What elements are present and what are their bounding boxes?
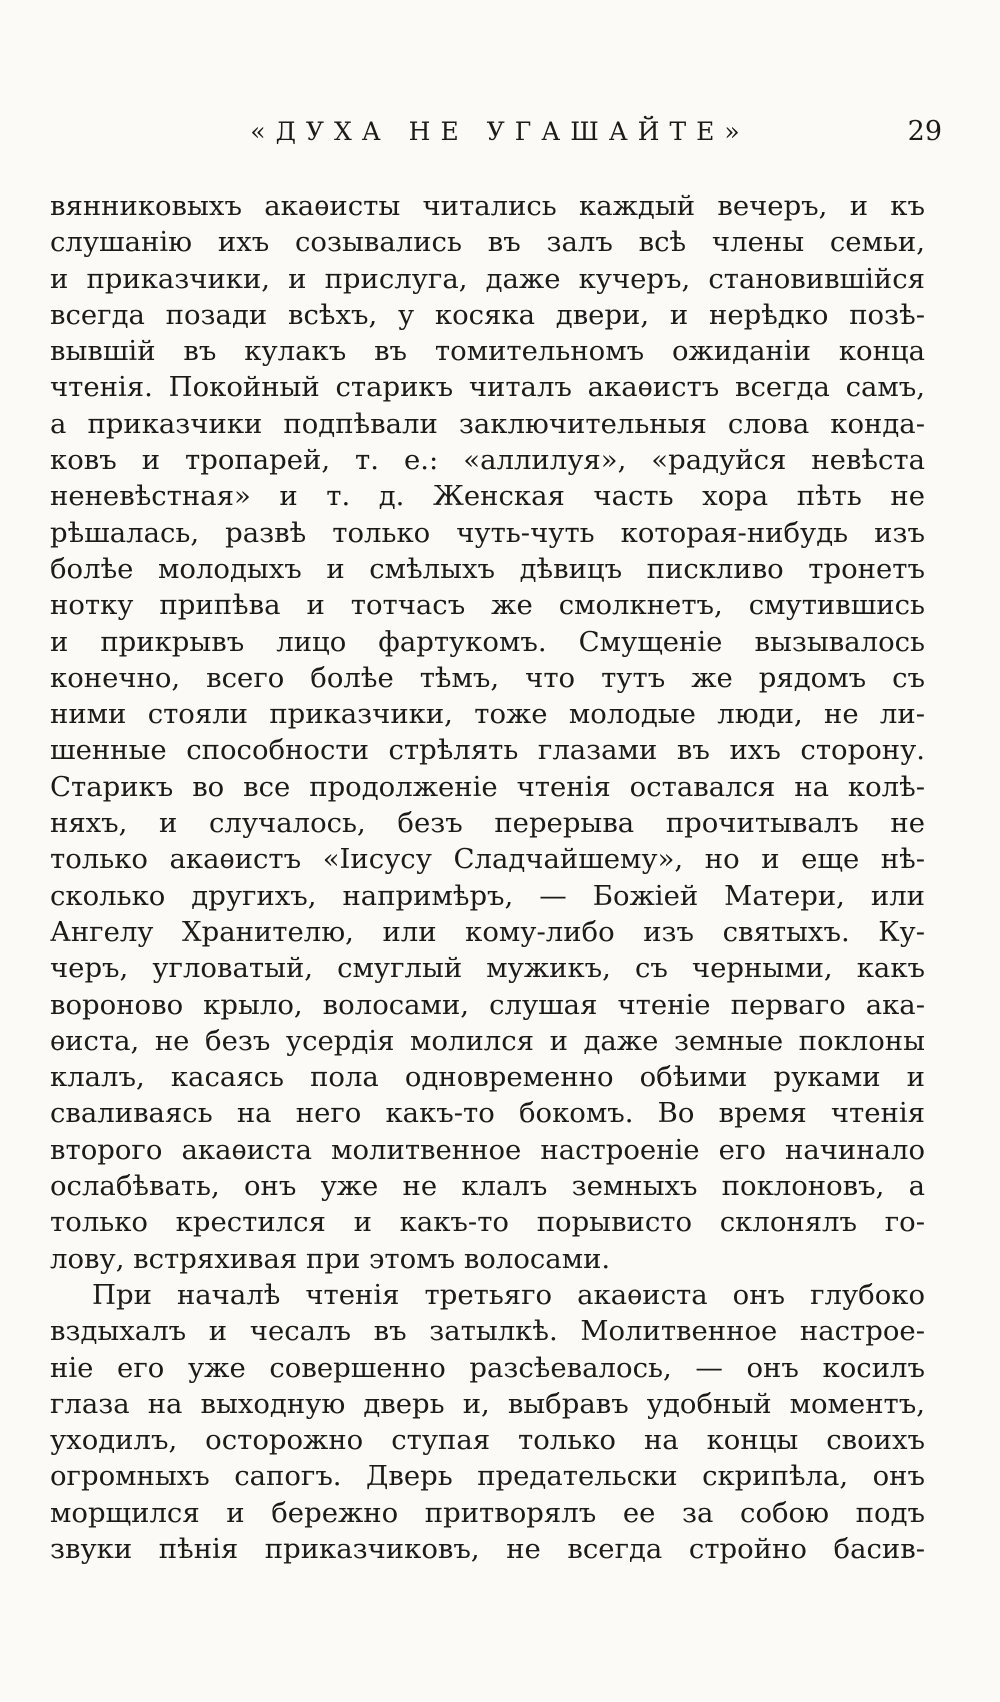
text-line: ними стояли приказчики, тоже молодые люди, не ли- xyxy=(50,698,925,731)
text-line: звуки пѣнія приказчиковъ, не всегда стройно басив- xyxy=(50,1532,925,1565)
text-line: рѣшалась, развѣ только чуть-чуть которая-нибудь изъ xyxy=(50,516,925,549)
text-line: сваливаясь на него какъ-то бокомъ. Во время чтенія xyxy=(50,1097,925,1130)
text-line: слушанію ихъ созывались въ залъ всѣ члены семьи, xyxy=(50,226,925,259)
text-line: ковъ и тропарей, т. е.: «аллилуя», «радуйся невѣста xyxy=(50,444,925,477)
text-line: вянниковыхъ акаѳисты читались каждый вечеръ, и къ xyxy=(50,190,925,222)
text-line: няхъ, и случалось, безъ перерыва прочитывалъ не xyxy=(50,807,925,840)
text-line: сколько другихъ, напримѣръ, — Божіей Матери, или xyxy=(50,879,925,912)
text-line: нотку припѣва и тотчасъ же смолкнетъ, смутившись xyxy=(50,589,925,622)
text-line: лову, встряхивая при этомъ волосами. xyxy=(50,1242,611,1275)
text-line: всегда позади всѣхъ, у косяка двери, и нерѣдко позѣ- xyxy=(50,298,925,331)
text-line: огромныхъ сапогъ. Дверь предательски скрипѣла, онъ xyxy=(50,1460,925,1493)
text-line: При началѣ чтенія третьяго акаѳиста онъ глубоко xyxy=(92,1278,925,1311)
text-line: вороново крыло, волосами, слушая чтеніе перваго ака- xyxy=(50,988,925,1021)
text-line: и прикрывъ лицо фартукомъ. Смущеніе вызывалось xyxy=(50,625,925,658)
page-number: 29 xyxy=(907,116,942,147)
text-line: только крестился и какъ-то порывисто склонялъ го- xyxy=(50,1206,925,1239)
text-line: уходилъ, осторожно ступая только на концы своихъ xyxy=(50,1424,925,1457)
text-line: Старикъ во все продолженіе чтенія оставался на колѣ- xyxy=(50,770,925,803)
text-line: клалъ, касаясь пола одновременно обѣими руками и xyxy=(50,1061,925,1094)
text-line: ніе его уже совершенно разсѣевалось, — онъ косилъ xyxy=(50,1351,925,1384)
text-line: морщился и бережно притворялъ ее за собою подъ xyxy=(50,1496,925,1529)
text-line: вздыхалъ и чесалъ въ затылкѣ. Молитвенное настрое- xyxy=(50,1315,925,1348)
body-text xyxy=(50,188,925,1567)
text-line: чтенія. Покойный старикъ читалъ акаѳистъ всегда самъ, xyxy=(50,371,925,404)
page-header xyxy=(50,112,950,152)
text-line: а приказчики подпѣвали заключительныя слова конда- xyxy=(50,407,925,440)
text-line: Ангелу Хранителю, или кому-либо изъ святыхъ. Ку- xyxy=(50,915,925,948)
text-line: ѳиста, не безъ усердія молился и даже земные поклоны xyxy=(50,1024,925,1057)
text-line: шенные способности стрѣлять глазами въ ихъ сторону. xyxy=(50,734,925,767)
text-line: только акаѳистъ «Іисусу Сладчайшему», но и еще нѣ- xyxy=(50,843,925,876)
running-title: «ДУХА НЕ УГАШАЙТЕ» xyxy=(250,117,750,146)
text-line: глаза на выходную дверь и, выбравъ удобный моментъ, xyxy=(50,1387,925,1420)
text-line: неневѣстная» и т. д. Женская часть хора пѣть не xyxy=(50,480,925,513)
text-line: болѣе молодыхъ и смѣлыхъ дѣвицъ пискливо тронетъ xyxy=(50,552,925,585)
text-line: ослабѣвать, онъ уже не клалъ земныхъ поклоновъ, а xyxy=(50,1170,925,1203)
text-line: и приказчики, и прислуга, даже кучеръ, становившійся xyxy=(50,262,925,295)
text-line: второго акаѳиста молитвенное настроеніе его начинало xyxy=(50,1133,925,1166)
text-line: вывшій въ кулакъ въ томительномъ ожиданіи конца xyxy=(50,335,925,368)
text-line: конечно, всего болѣе тѣмъ, что тутъ же рядомъ съ xyxy=(50,661,925,694)
text-line: черъ, угловатый, смуглый мужикъ, съ черными, какъ xyxy=(50,952,925,985)
